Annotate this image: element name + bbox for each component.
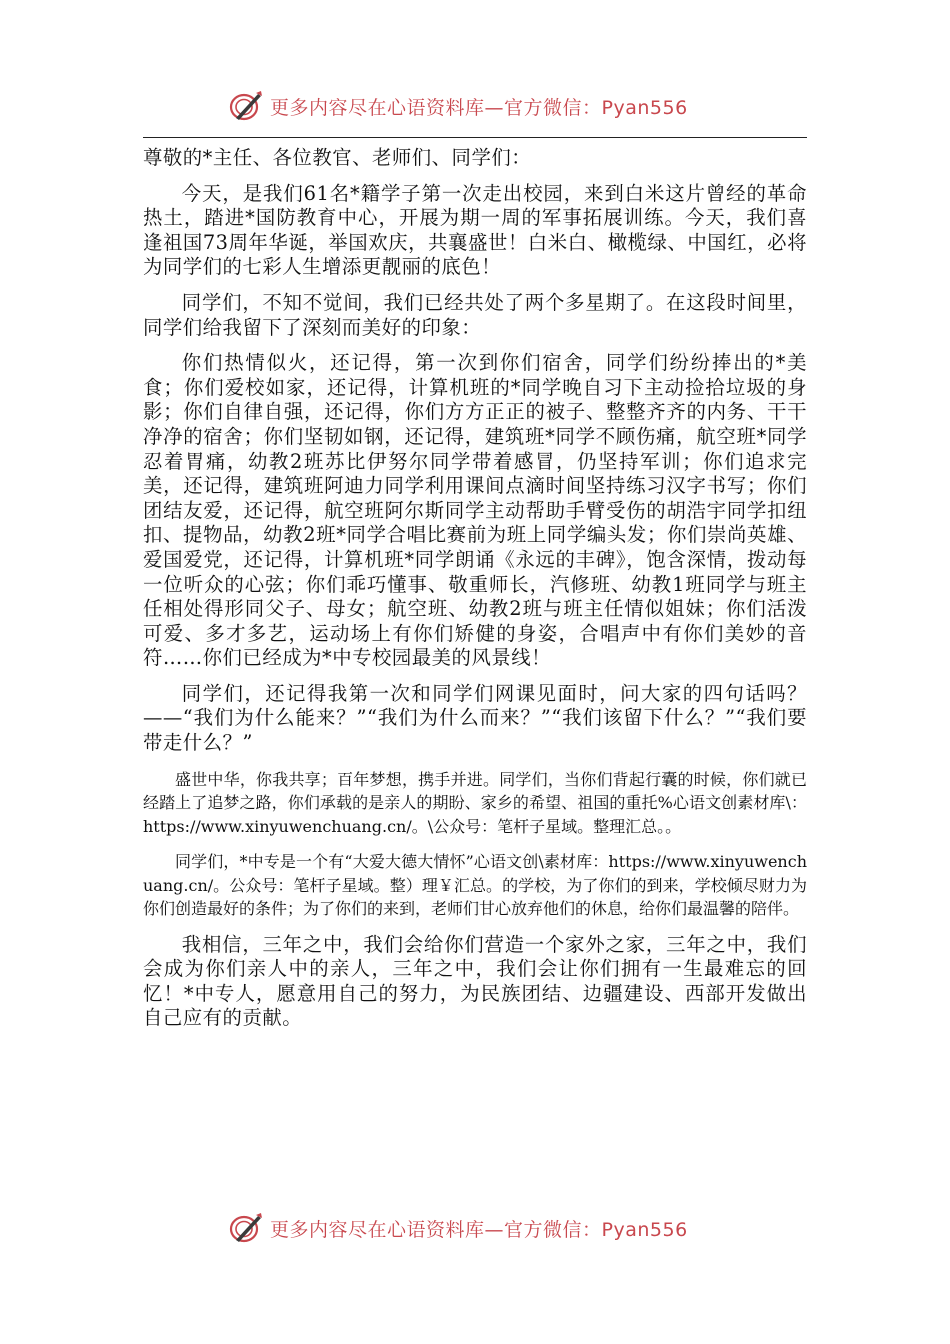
paragraph-3: 你们热情似火，还记得，第一次到你们宿舍，同学们纷纷捧出的*美食；你们爱校如家，还记得，计算机班的*同学晚自习下主动捡拾垃圾的身影；你们自律自强，还记得，你们方方正正的被子、整整齐齐的内务、干干净净的宿舍；你们坚韧如钢，还记得，建筑班*同学不顾伤痛，航空班*同学忍着胃痛，幼教2班苏比伊努尔同学带着感冒，仍坚持军训；你们追求完美，还记得，建筑班阿迪力同学利用课间点滴时间坚持练习汉字书写；你们团结友爱，还记得，航空班阿尔斯同学主动帮助手臂受伤的胡浩宇同学扣纽扣、提物品，幼教2班*同学合唱比赛前为班上同学编头发；你们崇尚英雄、爱国爱党，还记得，计算机班*同学朗诵《永远的丰碑》，饱含深情，拨动每一位听众的心弦；你们乖巧懂事、敬重师长，汽修班、幼教1班同学与班主任相处得形同父子、母女；航空班、幼教2班与班主任情似姐妹；你们活泼可爱、多才多艺，运动场上有你们矫健的身姿，合唱声中有你们美妙的音符……你们已经成为*中专校园最美的风景线！ <box>143 351 807 670</box>
brush-logo-icon <box>228 88 264 124</box>
footer-watermark <box>0 1205 950 1251</box>
paragraph-1: 今天，是我们61名*籍学子第一次走出校园，来到白米这片曾经的革命热土，踏进*国防教育中心，开展为期一周的军事拓展训练。今天，我们喜逢祖国73周年华诞，举国欢庆，共襄盛世！白米白、橄榄绿、中国红，必将为同学们的七彩人生增添更靓丽的底色！ <box>143 181 807 279</box>
header-watermark <box>0 83 950 129</box>
document-body <box>143 146 807 1031</box>
header-divider <box>143 137 807 138</box>
salutation: 尊敬的*主任、各位教官、老师们、同学们： <box>143 146 532 169</box>
paragraph-6: 同学们，*中专是一个有“大爱大德大情怀”心语文创\素材库：https://www.xinyuwenchuang.cn/。公众号：笔杆子星域。整）理￥汇总。的学校，为了你们的到来，学校倾尽财力为你们创造最好的条件；为了你们的来到，老师们甘心放弃他们的休息，给你们最温馨的陪伴。 <box>143 852 807 919</box>
header-watermark-text: 更多内容尽在心语资料库—官方微信：Pyan556 <box>270 96 688 119</box>
paragraph-7: 我相信，三年之中，我们会给你们营造一个家外之家，三年之中，我们会成为你们亲人中的亲人，三年之中，我们会让你们拥有一生最难忘的回忆！*中专人，愿意用自己的努力，为民族团结、边疆建设、西部开发做出自己应有的贡献。 <box>143 932 807 1030</box>
brush-logo-icon <box>228 1210 264 1246</box>
paragraph-5: 盛世中华，你我共享；百年梦想，携手并进。同学们，当你们背起行囊的时候，你们就已经踏上了追梦之路，你们承载的是亲人的期盼、家乡的希望、祖国的重托%心语文创素材库\：https://www.xinyuwenchuang.cn/。\公众号：笔杆子星域。整理汇总。。 <box>143 769 807 836</box>
paragraph-2: 同学们，不知不觉间，我们已经共处了两个多星期了。在这段时间里，同学们给我留下了深刻而美好的印象： <box>143 290 807 339</box>
footer-watermark-text: 更多内容尽在心语资料库—官方微信：Pyan556 <box>270 1218 688 1241</box>
paragraph-4: 同学们，还记得我第一次和同学们网课见面时，问大家的四句话吗？——“我们为什么能来？”“我们为什么而来？”“我们该留下什么？”“我们要带走什么？” <box>143 681 807 755</box>
